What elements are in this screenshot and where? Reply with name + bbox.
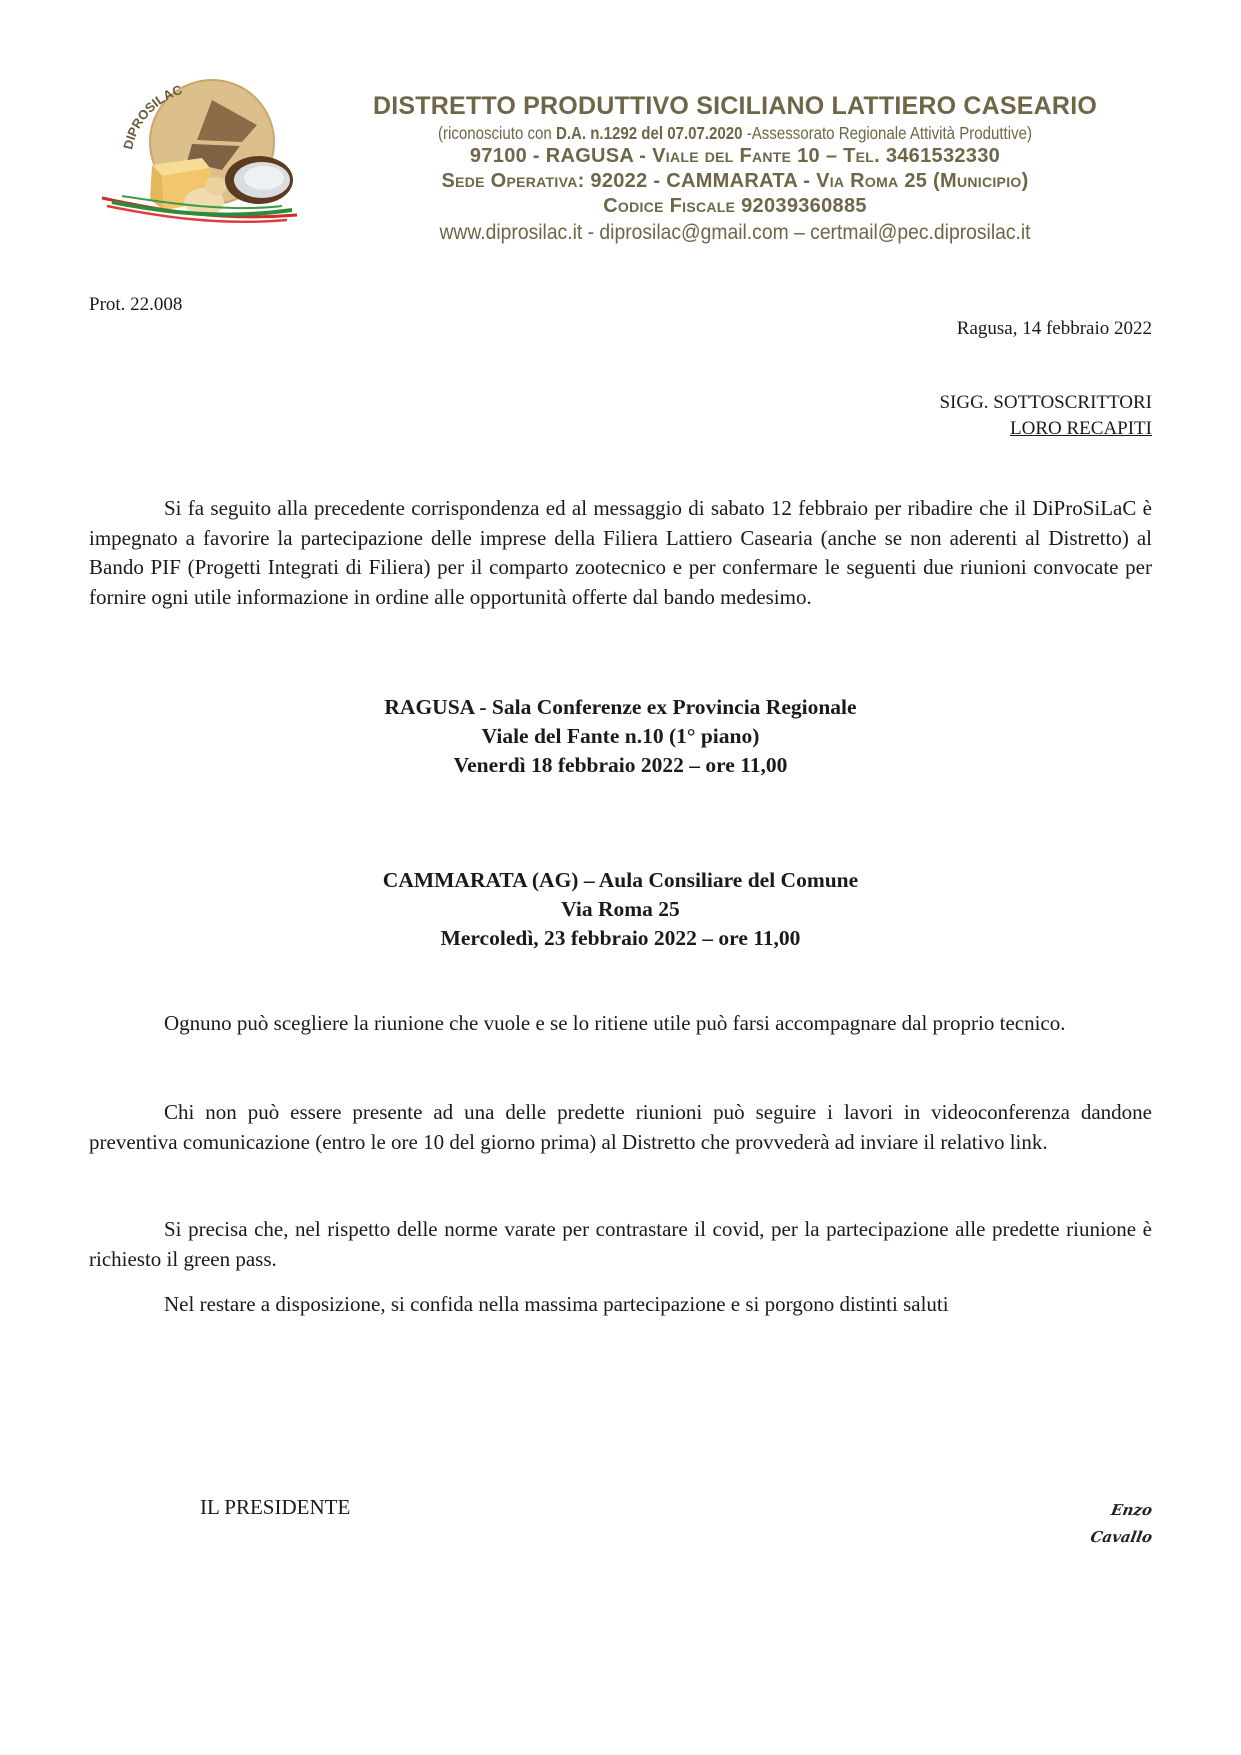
recognition-prefix: (riconosciuto con [438, 123, 556, 143]
meeting-address: Viale del Fante n.10 (1° piano) [481, 724, 760, 748]
meeting-datetime: Venerdì 18 febbraio 2022 – ore 11,00 [453, 753, 788, 777]
letterhead [330, 90, 1140, 247]
recipient-line-1: SIGG. SOTTOSCRITTORI [939, 392, 1152, 413]
paragraph-intro: Si fa seguito alla precedente corrispondenza ed al messaggio di sabato 12 febbraio per ribadire che il DiProSiLaC è impegnato a favorire la partecipazione delle imprese della Filiera Lattiero Casearia (anche se non aderenti al Distretto) al Bando PIF (Progetti Integrati di Filiera) per il comparto zootecnico e per confermare le seguenti due riunioni convocate per fornire ogni utile informazione in ordine alle opportunità offerte dal bando medesimo. [89, 496, 1152, 609]
paragraph-closing: Nel restare a disposizione, si confida nella massima partecipazione e si porgono distinti saluti [164, 1292, 949, 1316]
place-date: Ragusa, 14 febbraio 2022 [956, 318, 1152, 339]
signature-first-name: Enzo [1109, 1501, 1154, 1519]
meeting-cammarata [0, 866, 1241, 953]
meeting-ragusa [0, 693, 1241, 780]
paragraph-green-pass: Si precisa che, nel rispetto delle norme varate per contrastare il covid, per la partecipazione alle predette riunione è richiesto il green pass. [89, 1217, 1152, 1271]
recipients [939, 390, 1152, 442]
recognition-line [387, 122, 1084, 144]
paragraph-choice: Ognuno può scegliere la riunione che vuole e se lo ritiene utile può farsi accompagnare dal proprio tecnico. [164, 1011, 1066, 1035]
signature-last-name: Cavallo [1089, 1528, 1154, 1546]
recognition-suffix: -Assessorato Regionale Attività Produttive) [742, 123, 1032, 143]
logo-graphic [92, 70, 302, 235]
diprosilac-logo [92, 70, 302, 235]
organization-title: DISTRETTO PRODUTTIVO SICILIANO LATTIERO CASEARIO [373, 92, 1097, 120]
logo-arc-text: DIPROSILAC [120, 81, 185, 151]
meeting-datetime: Mercoledì, 23 febbraio 2022 – ore 11,00 [440, 926, 801, 950]
recognition-decree: D.A. n.1292 del 07.07.2020 [555, 123, 743, 143]
signature [1082, 1497, 1152, 1551]
protocol-number: Prot. 22.008 [89, 294, 183, 315]
meeting-address: Via Roma 25 [561, 897, 680, 921]
paragraph-videoconference: Chi non può essere presente ad una delle predette riunioni può seguire i lavori in videoconferenza dandone preventiva comunicazione (entro le ore 10 del giorno prima) al Distretto che provvederà ad inviare il relativo link. [89, 1100, 1152, 1154]
registered-address: 97100 - RAGUSA - Viale del Fante 10 – Tel. 3461532330 [469, 145, 1001, 167]
president-title: IL PRESIDENTE [200, 1495, 351, 1519]
recipient-line-2: LORO RECAPITI [1010, 418, 1152, 439]
operative-seat: Sede Operativa: 92022 - CAMMARATA - Via Roma 25 (Municipio) [441, 170, 1029, 192]
contacts-line: www.diprosilac.it - diprosilac@gmail.com – certmail@pec.diprosilac.it [439, 221, 1031, 244]
meeting-venue: RAGUSA - Sala Conferenze ex Provincia Regionale [384, 695, 857, 719]
meeting-venue: CAMMARATA (AG) – Aula Consiliare del Comune [382, 868, 859, 892]
tax-code: Codice Fiscale 92039360885 [603, 195, 867, 217]
